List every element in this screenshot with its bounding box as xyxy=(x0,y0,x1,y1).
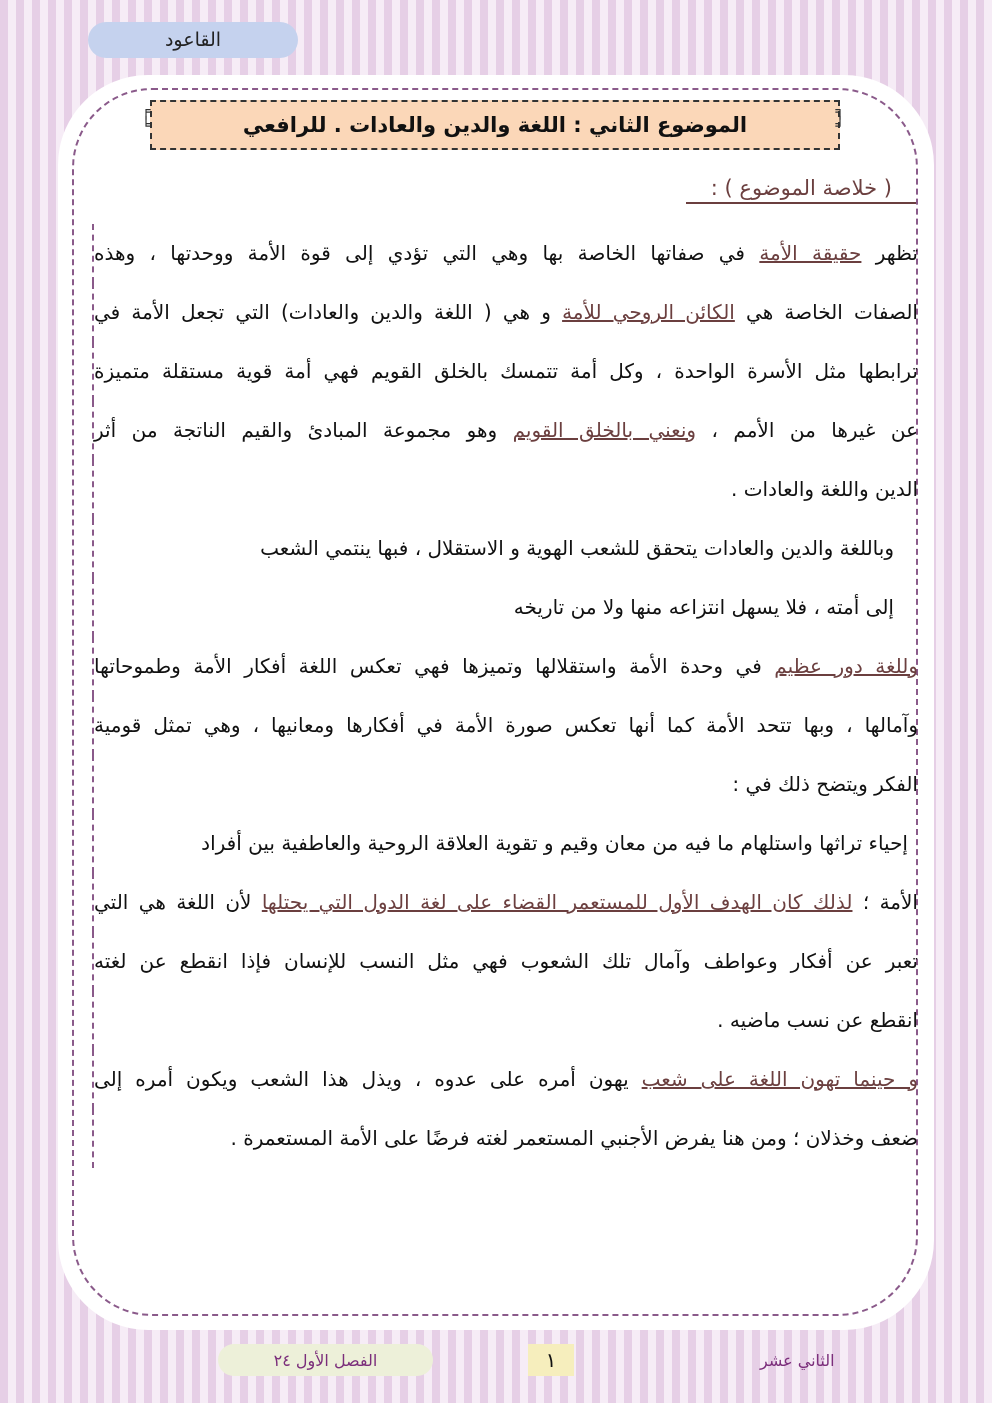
ornament-right-icon: ╕ ╛ xyxy=(835,102,845,134)
text-line xyxy=(92,873,918,932)
text-segment: يهون أمره على عدوه ، ويذل هذا الشعب ويكون أمره إلى xyxy=(94,1067,642,1091)
text-segment: في صفاتها الخاصة بها وهي التي تؤدي إلى قوة الأمة ووحدتها ، وهذه xyxy=(94,241,760,265)
text-line xyxy=(92,814,918,873)
text-line xyxy=(92,460,918,519)
text-line xyxy=(92,1050,918,1109)
text-line xyxy=(92,578,918,637)
topic-title: الموضوع الثاني : اللغة والدين والعادات . للرافعي xyxy=(242,113,748,137)
text-segment: تعبر عن أفكار وعواطف وآمال تلك الشعوب فهي مثل النسب للإنسان فإذا انقطع عن لغته xyxy=(94,949,918,973)
highlighted-phrase: لذلك كان الهدف الأول للمستعمر القضاء على لغة الدول التي يحتلها xyxy=(261,890,853,914)
text-segment: إلى أمته ، فلا يسهل انتزاعه منها ولا من تاريخه xyxy=(513,595,894,619)
text-segment: لأن اللغة هي التي xyxy=(94,890,262,914)
text-segment: إحياء تراثها واستلهام ما فيه من معان وقيم و تقوية العلاقة الروحية والعاطفية بين أفراد xyxy=(201,831,908,855)
author-tag-label: القاعود xyxy=(164,29,222,51)
text-line xyxy=(92,991,918,1050)
footer-page-number xyxy=(528,1344,574,1376)
text-line xyxy=(92,932,918,991)
text-line xyxy=(92,342,918,401)
text-segment: ضعف وخذلان ؛ ومن هنا يفرض الأجنبي المستعمر لغته فرضًا على الأمة المستعمرة . xyxy=(230,1126,918,1150)
text-segment: و هي ( اللغة والدين والعادات) التي تجعل الأمة في xyxy=(94,300,563,324)
text-line xyxy=(92,696,918,755)
text-segment: الأمة ؛ xyxy=(852,890,918,914)
ornament-left-icon: ╒ ╘ xyxy=(141,102,151,134)
author-tag xyxy=(88,22,298,58)
text-line xyxy=(92,224,918,283)
text-segment: تظهر xyxy=(861,241,918,265)
text-line xyxy=(92,283,918,342)
footer-semester-label: الفصل الأول ٢٤ xyxy=(273,1350,378,1370)
text-segment: وآمالها ، وبها تتحد الأمة كما أنها تعكس صورة الأمة في أفكارها ومعانيها ، وهي تمثل قومية xyxy=(94,713,918,737)
highlighted-phrase: الكائن الروحي للأمة xyxy=(562,300,735,324)
text-segment: وباللغة والدين والعادات يتحقق للشعب الهوية و الاستقلال ، فبها ينتمي الشعب xyxy=(260,536,894,560)
text-segment: الفكر ويتضح ذلك في : xyxy=(732,772,918,796)
text-segment: الدين واللغة والعادات . xyxy=(730,477,918,501)
text-line xyxy=(92,401,918,460)
text-segment: عن غيرها من الأمم ، xyxy=(696,418,919,442)
text-line xyxy=(92,755,918,814)
grade-label: الثاني عشر xyxy=(760,1350,835,1370)
topic-title-box xyxy=(150,100,840,150)
text-segment: ترابطها مثل الأسرة الواحدة ، وكل أمة تتمسك بالخلق القويم فهي أمة قوية مستقلة متميزة xyxy=(94,359,918,383)
highlighted-phrase: حقيقة الأمة xyxy=(759,241,862,265)
text-line xyxy=(92,637,918,696)
highlighted-phrase: و حينما تهون اللغة على شعب xyxy=(641,1067,918,1091)
summary-heading: ( خلاصة الموضوع ) : xyxy=(686,176,916,204)
text-line xyxy=(92,1109,918,1168)
text-segment: الصفات الخاصة هي xyxy=(734,300,918,324)
footer-semester xyxy=(218,1344,433,1376)
text-line xyxy=(92,519,918,578)
text-segment: انقطع عن نسب ماضيه . xyxy=(717,1008,918,1032)
summary-body xyxy=(92,224,918,1168)
page-number-label: ١ xyxy=(545,1348,557,1372)
highlighted-phrase: ونعني بالخلق القويم xyxy=(512,418,697,442)
highlighted-phrase: وللغة دور عظيم xyxy=(774,654,918,678)
text-segment: وهو مجموعة المبادئ والقيم الناتجة من أثر xyxy=(94,418,513,442)
text-segment: في وحدة الأمة واستقلالها وتميزها فهي تعكس اللغة أفكار الأمة وطموحاتها xyxy=(94,654,775,678)
footer-grade xyxy=(760,1344,858,1376)
